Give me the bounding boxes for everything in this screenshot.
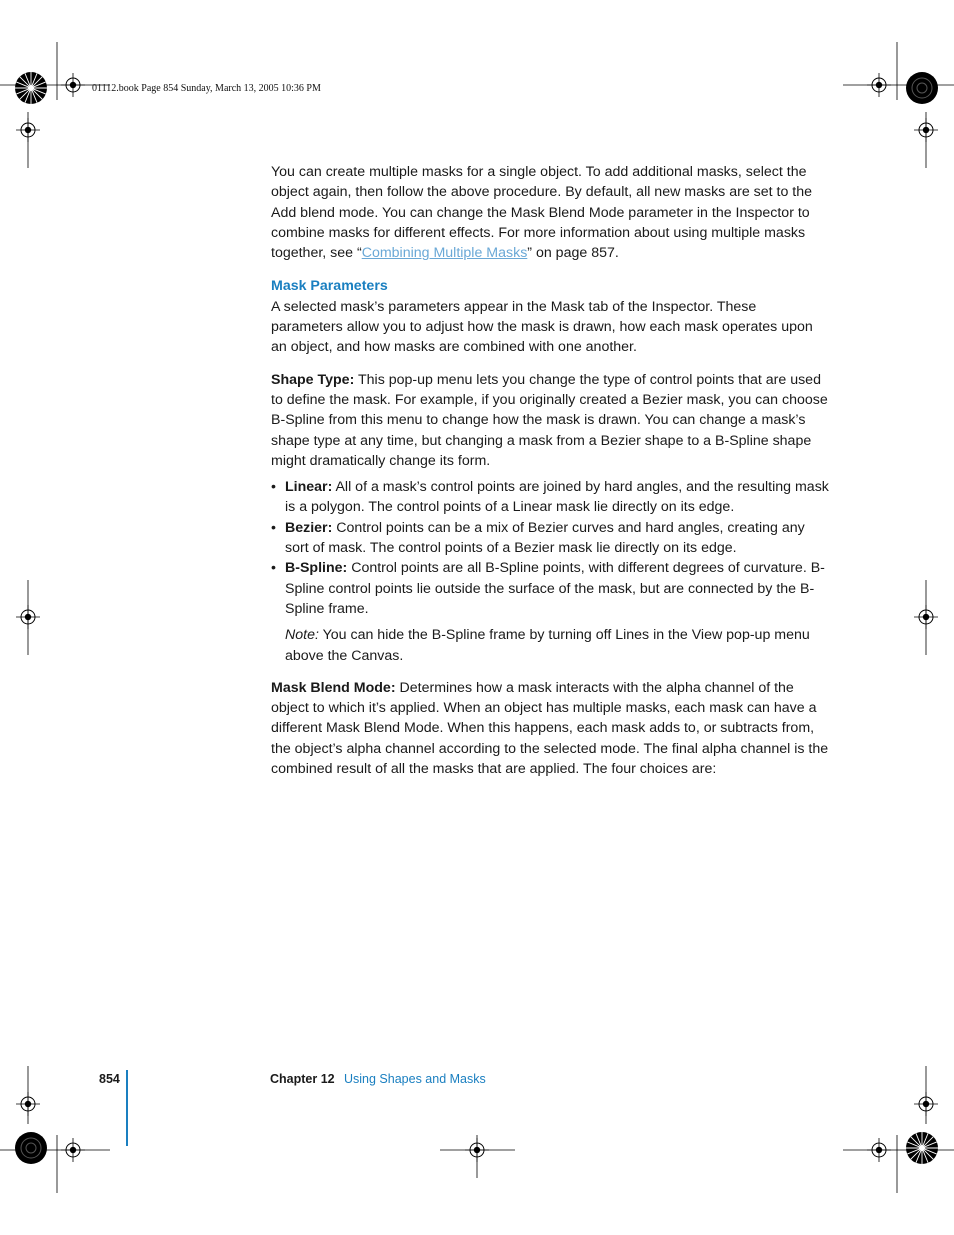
list-item-term: B-Spline: xyxy=(285,560,348,577)
intro-text: You can create multiple masks for a single object. To add additional masks, select the object again, then follow the above procedure. By default, all new masks are set to the Add blend mode. You can change the Mask Blend Mode parameter in the Inspector to combine masks for different effects. For more information about using multiple masks together, see “ xyxy=(271,164,813,262)
list-item-text: Control points can be a mix of Bezier curves and hard angles, creating any sort of mask. The control points of a Bezier mask lie directly on its edge. xyxy=(285,519,805,557)
blend-mode-term: Mask Blend Mode: xyxy=(271,679,396,696)
note-text: You can hide the B-Spline frame by turning off Lines in the View pop-up menu above the Canvas. xyxy=(285,627,810,664)
list-item xyxy=(271,518,831,559)
note-label: Note: xyxy=(285,627,319,644)
note-paragraph xyxy=(271,625,831,666)
list-item xyxy=(271,477,831,518)
combining-masks-link[interactable]: Combining Multiple Masks xyxy=(361,245,528,262)
page-body xyxy=(271,162,831,779)
intro-text-end: ” on page 857. xyxy=(527,245,619,262)
list-item-text: All of a mask’s control points are joined by hard angles, and the resulting mask is a polygon. The control points of a Linear mask lie directly on its edge. xyxy=(285,479,829,516)
blend-mode-text: Determines how a mask interacts with the alpha channel of the object to which it’s applied. When an object has multiple masks, each mask can have a different Mask Blend Mode. When this happens, each mask adds to, or subtracts from, the object’s alpha channel according to the selected mode. The final alpha channel is the combined result of all the masks that are applied. The four choices are: xyxy=(271,679,829,778)
section-intro: A selected mask’s parameters appear in the Mask tab of the Inspector. These parameters allow you to adjust how the mask is drawn, how each mask operates upon an object, and how masks are combined with one another. xyxy=(271,298,813,356)
blend-mode-paragraph xyxy=(271,678,831,779)
shape-type-text: This pop-up menu lets you change the type of control points that are used to define the mask. For example, if you originally created a Bezier mask, you can choose B-Spline from this menu to change how the mask is drawn. You can change a mask’s shape type at any time, but changing a mask from a Bezier shape to a B-Spline shape might dramatically change its form. xyxy=(271,371,828,469)
chapter-label: Chapter 12 xyxy=(270,1072,335,1086)
list-item-term: Linear: xyxy=(285,479,333,496)
list-item-term: Bezier: xyxy=(285,519,333,536)
shape-type-term: Shape Type: xyxy=(271,371,355,388)
shape-type-paragraph xyxy=(271,370,831,471)
list-item-text: Control points are all B-Spline points, with different degrees of curvature. B-Spline control points lie outside the surface of the mask, but are connected by the B-Spline frame. xyxy=(285,560,825,617)
page-number: 854 xyxy=(99,1072,120,1086)
chapter-title: Using Shapes and Masks xyxy=(344,1072,486,1086)
section-heading: Mask Parameters xyxy=(271,278,388,295)
list-item xyxy=(271,558,831,619)
footer-divider xyxy=(126,1070,128,1146)
print-info: 01112.book Page 854 Sunday, March 13, 2005 10:36 PM xyxy=(92,83,321,94)
intro-paragraph xyxy=(271,162,831,263)
shape-type-list xyxy=(271,477,831,619)
